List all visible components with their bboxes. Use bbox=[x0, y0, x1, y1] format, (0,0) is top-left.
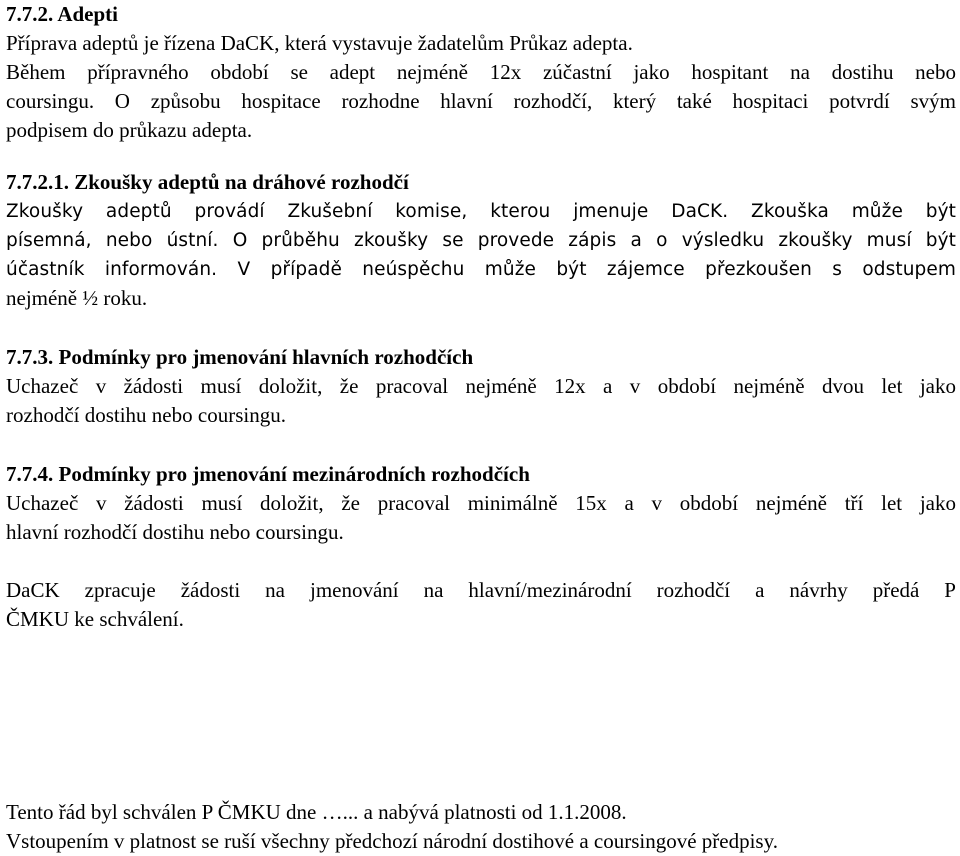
paragraph-line: nejméně ½ roku. bbox=[6, 286, 148, 310]
section-heading: 7.7.4. Podmínky pro jmenování mezinárodních rozhodčích bbox=[6, 462, 530, 486]
paragraph-line: ČMKU ke schválení. bbox=[6, 607, 184, 631]
section-heading: 7.7.2.1. Zkoušky adeptů na dráhové rozhodčí bbox=[6, 170, 409, 194]
paragraph-line: rozhodčí dostihu nebo coursingu. bbox=[6, 403, 286, 427]
paragraph-line: Uchazeč v žádosti musí doložit, že pracoval minimálně 15x a v období nejméně tří let jako bbox=[6, 491, 956, 515]
section-heading: 7.7.2. Adepti bbox=[6, 2, 119, 26]
footer-line: Vstoupením v platnost se ruší všechny předchozí národní dostihové a coursingové předpisy. bbox=[6, 829, 778, 853]
paragraph-line: hlavní rozhodčí dostihu nebo coursingu. bbox=[6, 520, 344, 544]
section-mezinarodni-rozhodci bbox=[6, 460, 956, 547]
paragraph-line: písemná, nebo ústní. O průběhu zkoušky se provede zápis a o výsledku zkoušky musí být bbox=[6, 230, 956, 251]
section-hlavni-rozhodci bbox=[6, 343, 956, 430]
document-footer bbox=[6, 798, 956, 856]
paragraph-line: Během přípravného období se adept nejméně 12x zúčastní jako hospitant na dostihu nebo bbox=[6, 60, 956, 84]
paragraph-line: Uchazeč v žádosti musí doložit, že pracoval nejméně 12x a v období nejméně dvou let jako bbox=[6, 374, 956, 398]
section-dack-zadosti bbox=[6, 576, 956, 634]
paragraph-line: Zkoušky adeptů provádí Zkušební komise, kterou jmenuje DaCK. Zkouška může být bbox=[6, 201, 956, 222]
section-heading: 7.7.3. Podmínky pro jmenování hlavních rozhodčích bbox=[6, 345, 474, 369]
paragraph-line: coursingu. O způsobu hospitace rozhodne hlavní rozhodčí, který také hospitaci potvrdí svým bbox=[6, 89, 956, 113]
section-adepti bbox=[6, 0, 956, 145]
paragraph-line: Příprava adeptů je řízena DaCK, která vystavuje žadatelům Průkaz adepta. bbox=[6, 31, 633, 55]
footer-line: Tento řád byl schválen P ČMKU dne …... a nabývá platnosti od 1.1.2008. bbox=[6, 800, 627, 824]
paragraph-line: DaCK zpracuje žádosti na jmenování na hlavní/mezinárodní rozhodčí a návrhy předá P bbox=[6, 578, 956, 602]
paragraph-line: podpisem do průkazu adepta. bbox=[6, 118, 253, 142]
section-zkousky-adeptu bbox=[6, 168, 956, 313]
paragraph-line: účastník informován. V případě neúspěchu může být zájemce přezkoušen s odstupem bbox=[6, 259, 956, 280]
